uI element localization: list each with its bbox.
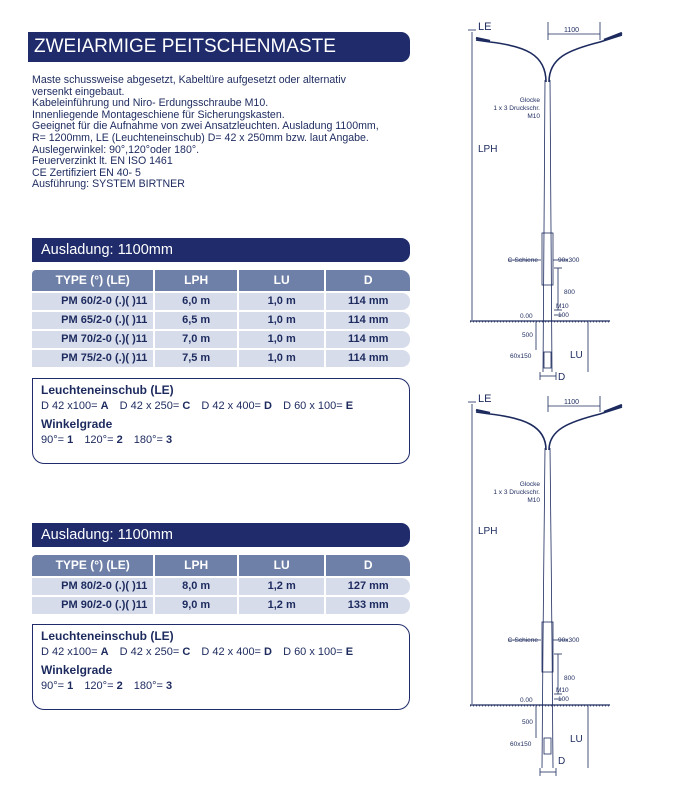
table-header [32,555,410,576]
label-ground: 0.00 [520,313,533,320]
intro-line: R= 1200mm, LE (Leuchteneinschub) D= 42 x 250mm bzw. laut Angabe. [32,131,369,144]
label-lu: LU [570,350,583,361]
label-m10: M10 [556,687,569,694]
cell-d: 127 mm [326,578,410,595]
col-lu: LU [239,270,325,291]
label-glocke: Glocke [519,97,540,104]
angle-option-label: 120°= [84,434,114,446]
cell-lph: 7,0 m [155,331,237,348]
intro-line: Auslegerwinkel: 90°,120°oder 180°. [32,143,200,156]
label-m10: M10 [556,303,569,310]
label-c-schiene: C-Schiene [507,257,538,264]
col-lph: LPH [155,555,237,576]
label-lph: LPH [478,526,498,537]
label-door: 90x300 [558,257,580,264]
label-le: LE [478,21,492,33]
intro-line: Feuerverzinkt lt. EN ISO 1461 [32,155,173,168]
intro-line: Ausführung: SYSTEM BIRTNER [32,178,185,191]
table-row [32,350,410,367]
label-800: 800 [564,675,575,682]
label-800: 800 [564,289,575,296]
cell-d: 114 mm [326,350,410,367]
col-lph: LPH [155,270,237,291]
le-option-label: D 42 x100= [41,400,98,412]
cell-lu: 1,0 m [239,350,325,367]
le-title: Leuchteneinschub (LE) [41,629,174,643]
le-option-label: D 42 x 400= [201,400,261,412]
cell-d: 114 mm [326,293,410,310]
label-glocke-screw: 1 x 3 Druckschr. [493,489,540,496]
label-le: LE [478,393,492,405]
intro-line: CE Zertifiziert EN 40- 5 [32,166,141,179]
le-option-code: E [345,400,354,412]
le-option-label: D 42 x 250= [119,646,180,658]
cell-type: PM 80/2-0 (.)( )11 [32,578,153,595]
cell-type: PM 70/2-0 (.)( )11 [32,331,153,348]
intro-line: Maste schussweise abgesetzt, Kabeltüre aufgesetzt oder alternativ [32,74,346,86]
angle-options [41,680,401,692]
label-ground: 0.00 [520,697,533,704]
cell-lph: 9,0 m [155,597,237,614]
label-door: 90x300 [558,637,580,644]
cell-lu: 1,0 m [239,331,325,348]
label-box: 60x150 [510,741,532,748]
label-reach: 1100 [564,27,580,34]
cell-type: PM 75/2-0 (.)( )11 [32,350,153,367]
table-row [32,293,410,310]
section-1-table [32,270,410,367]
angle-option-label: 120°= [84,680,114,692]
le-option-code: C [182,646,191,658]
angle-option-label: 180°= [133,434,163,446]
le-option-label: D 42 x 400= [201,646,261,658]
section-2-heading: Ausladung: 1100mm [32,523,410,547]
cell-lu: 1,0 m [239,312,325,329]
table-header [32,270,410,291]
label-lu: LU [570,734,583,745]
le-option-code: D [264,646,272,658]
le-option-code: A [100,646,109,658]
cell-lu: 1,2 m [239,597,325,614]
col-type: TYPE (°) (LE) [32,270,153,291]
cell-lph: 6,0 m [155,293,237,310]
mast-diagram-2 [440,392,680,784]
label-glocke-m10: M10 [527,497,540,504]
label-100: 100 [558,696,569,703]
angle-option-label: 90°= [41,434,65,446]
cell-d: 114 mm [326,331,410,348]
angle-option-label: 180°= [133,680,163,692]
cell-type: PM 60/2-0 (.)( )11 [32,293,153,310]
angle-options [41,434,401,446]
col-lu: LU [239,555,325,576]
label-c-schiene: C-Schiene [507,637,538,644]
label-reach: 1100 [564,399,580,406]
angle-option-code: 1 [67,434,74,446]
section-2-table [32,555,410,614]
le-option-code: C [182,400,191,412]
col-d: D [326,270,410,291]
angle-option-code: 3 [166,434,173,446]
angle-option-code: 2 [116,434,123,446]
label-d: D [558,372,566,383]
cell-lph: 7,5 m [155,350,237,367]
mast-diagram-1 [440,10,680,402]
intro-line: Kabeleinführung und Niro- Erdungsschraube M10. [32,97,269,110]
le-options [41,400,401,412]
table-row [32,331,410,348]
intro-line: Geeignet für die Aufnahme von zwei Ansatzleuchten. Ausladung 1100mm, [32,120,379,133]
label-d: D [558,756,566,767]
intro-line: versenkt eingebaut. [32,85,125,98]
label-glocke-m10: M10 [527,113,540,120]
le-option-label: D 42 x 250= [119,400,180,412]
le-options [41,646,401,658]
intro-line: Innenliegende Montageschiene für Sicherungskasten. [32,108,285,121]
le-option-label: D 42 x100= [41,646,98,658]
label-500: 500 [522,332,533,339]
table-row [32,597,410,614]
cell-type: PM 90/2-0 (.)( )11 [32,597,153,614]
table-row [32,312,410,329]
le-option-code: D [264,400,272,412]
cell-lu: 1,2 m [239,578,325,595]
angle-option-code: 1 [67,680,74,692]
angle-title: Winkelgrade [41,663,113,677]
cell-lph: 6,5 m [155,312,237,329]
col-type: TYPE (°) (LE) [32,555,153,576]
cell-d: 114 mm [326,312,410,329]
section-2-options [32,624,410,710]
angle-title: Winkelgrade [41,417,113,431]
table-row [32,578,410,595]
intro-text [32,75,422,191]
col-d: D [326,555,410,576]
label-glocke-screw: 1 x 3 Druckschr. [493,105,540,112]
page-title: ZWEIARMIGE PEITSCHENMASTE [28,32,410,62]
angle-option-code: 2 [116,680,123,692]
label-glocke: Glocke [519,481,540,488]
cell-lph: 8,0 m [155,578,237,595]
angle-option-label: 90°= [41,680,65,692]
label-500: 500 [522,719,533,726]
cell-d: 133 mm [326,597,410,614]
cell-lu: 1,0 m [239,293,325,310]
label-lph: LPH [478,144,498,155]
cell-type: PM 65/2-0 (.)( )11 [32,312,153,329]
angle-option-code: 3 [166,680,173,692]
section-1-heading: Ausladung: 1100mm [32,238,410,262]
label-100: 100 [558,312,569,319]
le-option-code: E [345,646,354,658]
le-title: Leuchteneinschub (LE) [41,383,174,397]
label-box: 60x150 [510,353,532,360]
section-1-options [32,378,410,464]
le-option-code: A [100,400,109,412]
le-option-label: D 60 x 100= [283,646,343,658]
le-option-label: D 60 x 100= [283,400,343,412]
